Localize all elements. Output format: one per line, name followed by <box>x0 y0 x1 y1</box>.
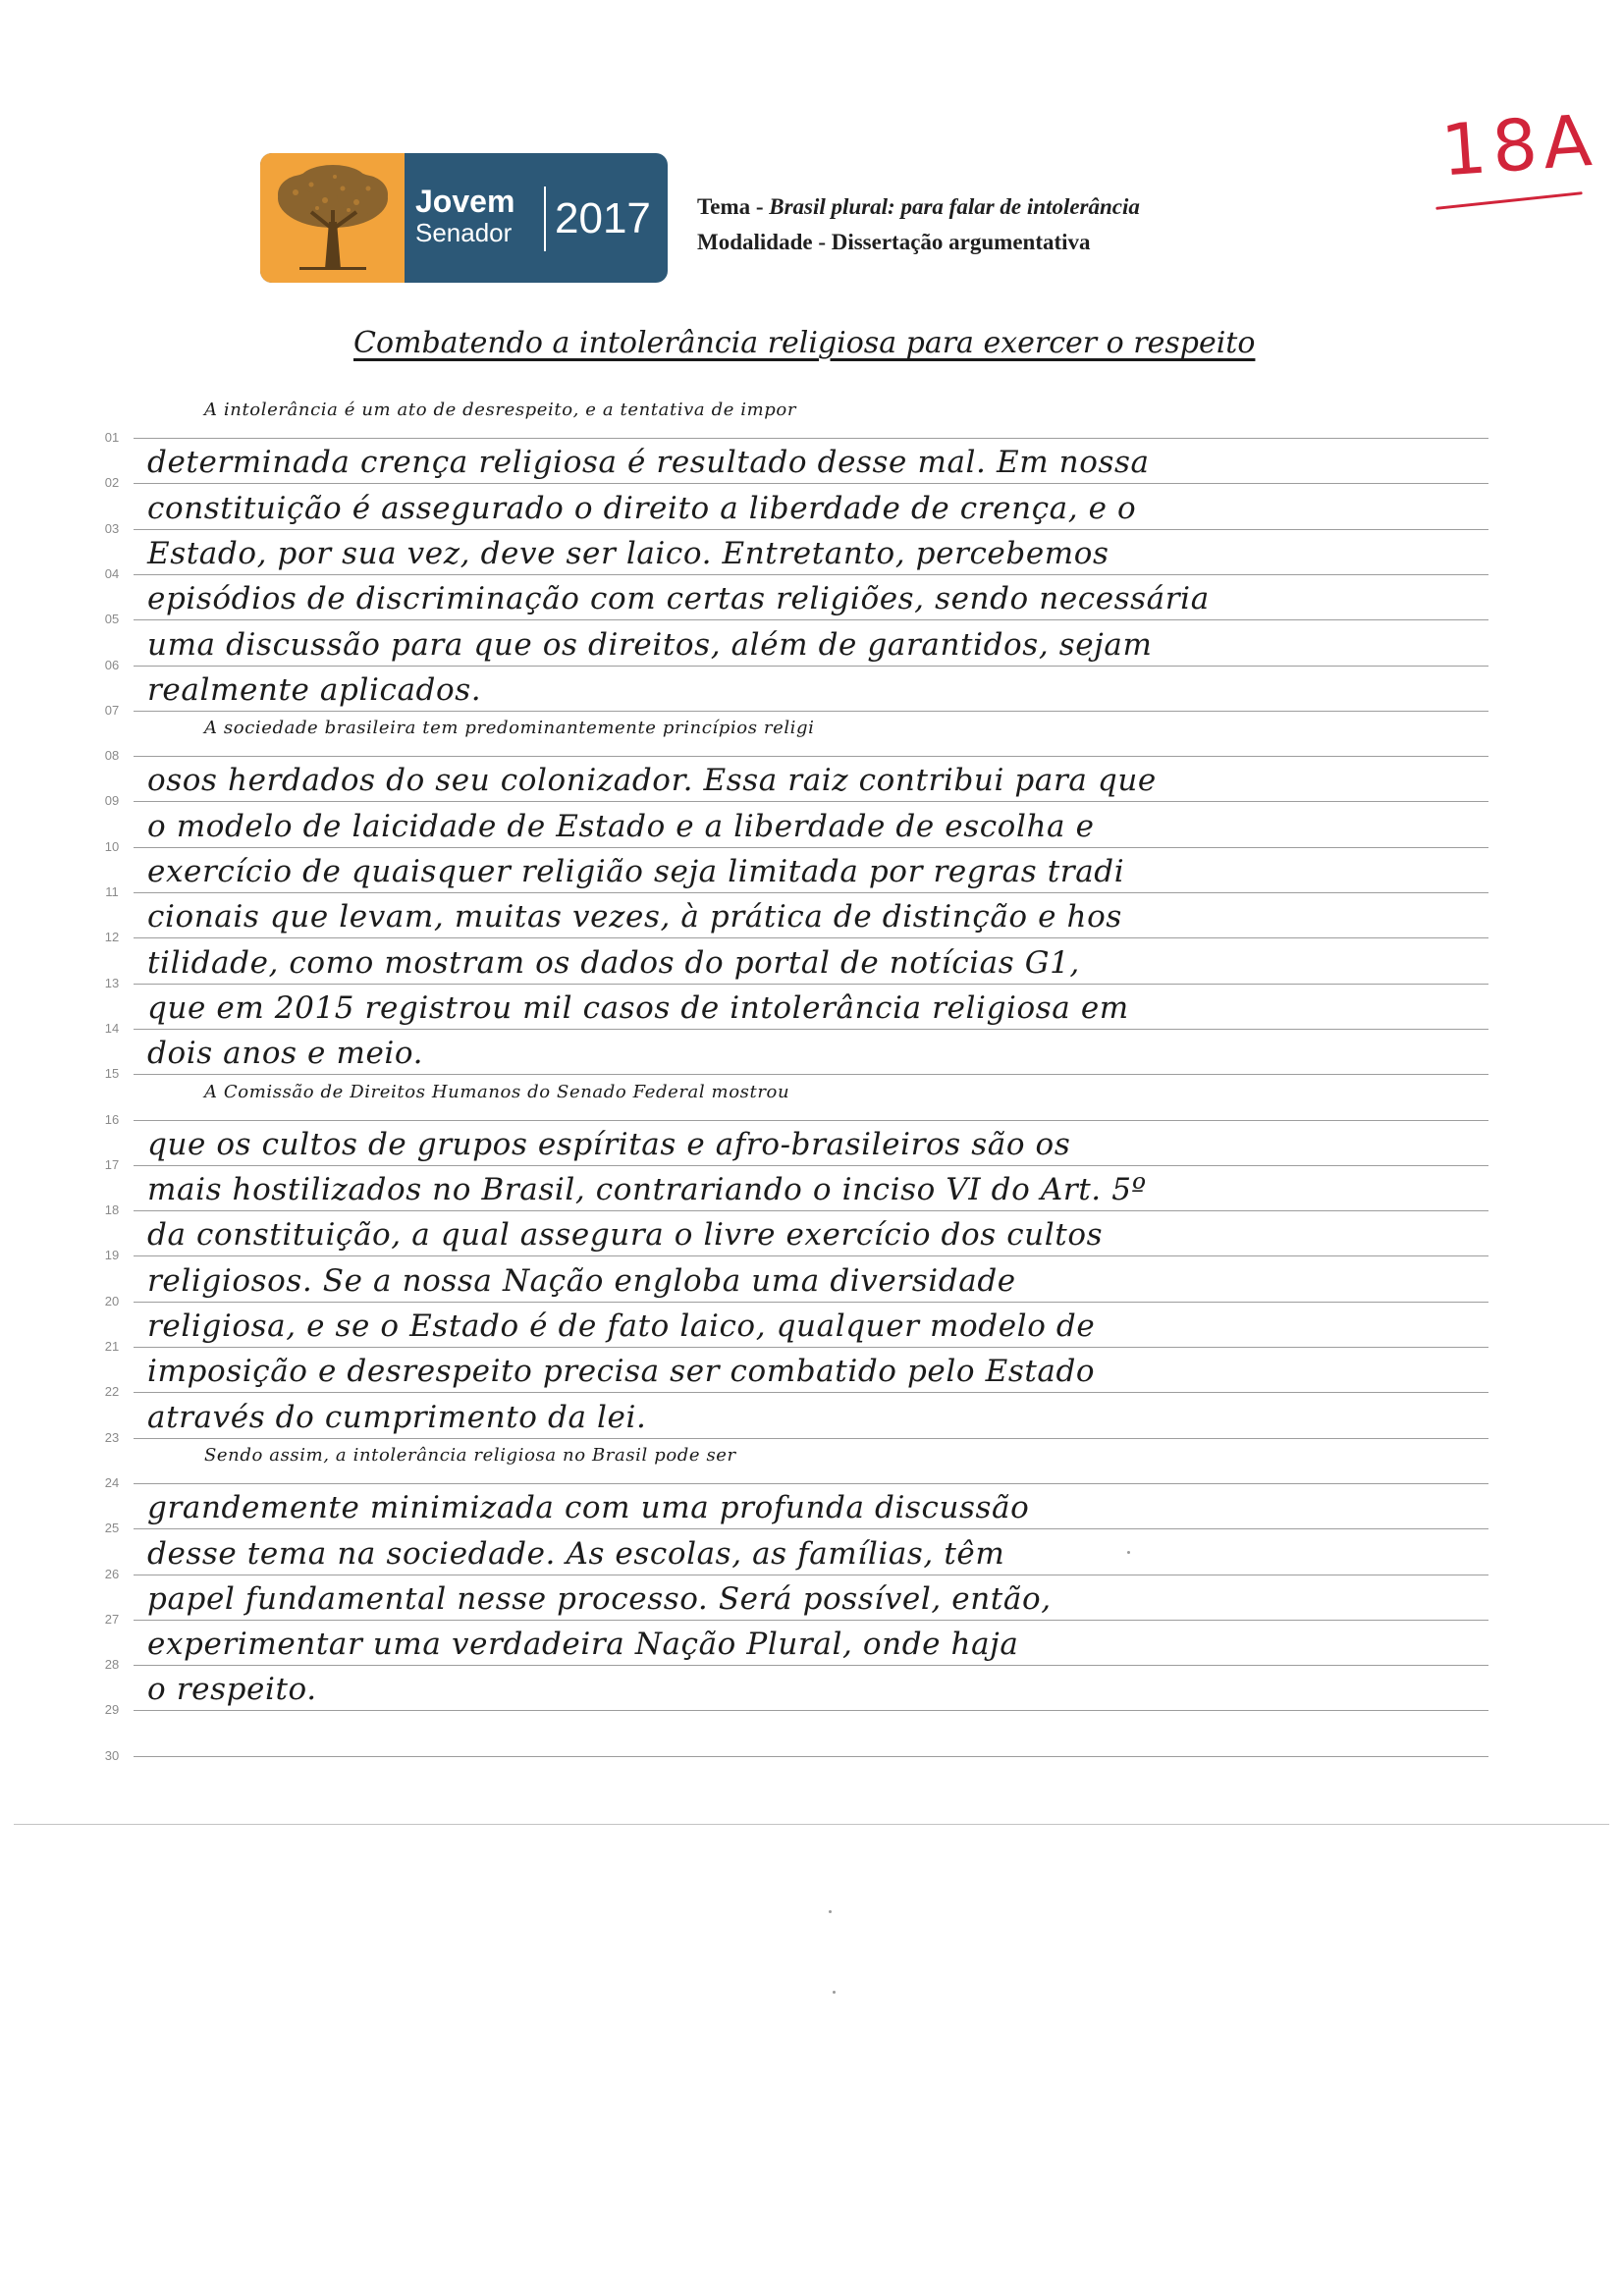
line-number: 15 <box>104 1066 120 1081</box>
handwritten-line: Sendo assim, a intolerância religiosa no Brasil pode ser <box>204 1445 736 1466</box>
handwritten-line: que em 2015 registrou mil casos de intolerância religiosa em <box>147 990 1129 1026</box>
line-number: 26 <box>104 1567 120 1581</box>
handwritten-line: desse tema na sociedade. As escolas, as famílias, têm <box>147 1536 1005 1572</box>
line-number: 16 <box>104 1112 120 1127</box>
line-rule <box>134 529 1488 530</box>
essay-line <box>0 1713 1623 1763</box>
essay-line <box>0 1349 1623 1399</box>
essay-line <box>0 1531 1623 1581</box>
line-rule <box>134 574 1488 575</box>
line-rule <box>134 1438 1488 1439</box>
line-number: 12 <box>104 930 120 944</box>
essay-line <box>0 940 1623 990</box>
handwritten-line: o respeito. <box>147 1672 317 1707</box>
essay-line <box>0 894 1623 944</box>
line-number: 02 <box>104 475 120 490</box>
essay-line <box>0 486 1623 536</box>
line-number: 28 <box>104 1657 120 1672</box>
line-rule <box>134 1120 1488 1121</box>
logo-tree-panel <box>260 153 405 283</box>
essay-line <box>0 1031 1623 1081</box>
line-rule <box>134 1074 1488 1075</box>
handwritten-line: A sociedade brasileira tem predominantemente princípios religi <box>204 718 815 738</box>
line-number: 06 <box>104 658 120 672</box>
line-rule <box>134 892 1488 893</box>
logo-senador: Senador <box>415 218 513 247</box>
handwritten-line: realmente aplicados. <box>147 672 482 708</box>
line-number: 04 <box>104 566 120 581</box>
essay-line <box>0 1122 1623 1172</box>
line-rule <box>134 756 1488 757</box>
handwritten-line: determinada crença religiosa é resultado desse mal. Em nossa <box>147 445 1150 480</box>
tema-value: Brasil plural: para falar de intolerância <box>769 194 1140 219</box>
line-number: 13 <box>104 976 120 990</box>
line-rule <box>134 438 1488 439</box>
essay-line <box>0 758 1623 808</box>
essay-line <box>0 1212 1623 1262</box>
tema-label: Tema - <box>697 194 770 219</box>
logo-text <box>415 185 514 247</box>
line-number: 14 <box>104 1021 120 1036</box>
handwritten-line: constituição é assegurado o direito a liberdade de crença, e o <box>147 491 1137 526</box>
handwritten-line: episódios de discriminação com certas religiões, sendo necessária <box>147 581 1210 616</box>
handwritten-line: tilidade, como mostram os dados do portal de notícias G1, <box>147 945 1080 981</box>
line-rule <box>134 666 1488 667</box>
logo-jovem: Jovem <box>415 184 515 219</box>
line-rule <box>134 1620 1488 1621</box>
handwritten-line: uma discussão para que os direitos, além de garantidos, sejam <box>147 627 1153 663</box>
line-number: 30 <box>104 1748 120 1763</box>
line-rule <box>134 1392 1488 1393</box>
handwritten-line: religiosa, e se o Estado é de fato laico, qualquer modelo de <box>147 1308 1096 1344</box>
line-number: 29 <box>104 1702 120 1717</box>
line-number: 01 <box>104 430 120 445</box>
modalidade-value: Dissertação argumentativa <box>831 230 1091 254</box>
handwritten-line: mais hostilizados no Brasil, contrariando o inciso VI do Art. 5º <box>147 1172 1147 1207</box>
essay-line <box>0 1622 1623 1672</box>
line-rule <box>134 801 1488 802</box>
essay-title: Combatendo a intolerância religiosa para exercer o respeito <box>353 326 1256 360</box>
line-rule <box>134 1255 1488 1256</box>
line-number: 09 <box>104 793 120 808</box>
line-rule <box>134 937 1488 938</box>
handwritten-line: religiosos. Se a nossa Nação engloba uma diversidade <box>147 1263 1016 1299</box>
line-rule <box>134 1528 1488 1529</box>
essay-line <box>0 440 1623 490</box>
essay-line <box>0 1304 1623 1354</box>
handwritten-line: experimentar uma verdadeira Nação Plural, onde haja <box>147 1627 1019 1662</box>
line-rule <box>134 847 1488 848</box>
essay-line <box>0 1667 1623 1717</box>
handwritten-line: o modelo de laicidade de Estado e a liberdade de escolha e <box>147 809 1095 844</box>
essay-line <box>0 1440 1623 1490</box>
line-number: 03 <box>104 521 120 536</box>
line-number: 19 <box>104 1248 120 1262</box>
line-rule <box>134 1665 1488 1666</box>
scan-speck <box>833 1991 836 1994</box>
handwritten-line: grandemente minimizada com uma profunda discussão <box>147 1490 1030 1525</box>
essay-line <box>0 576 1623 626</box>
line-number: 08 <box>104 748 120 763</box>
handwritten-line: cionais que levam, muitas vezes, à prática de distinção e hos <box>147 899 1122 934</box>
scan-speck <box>829 1910 832 1913</box>
line-number: 22 <box>104 1384 120 1399</box>
essay-line <box>0 986 1623 1036</box>
line-rule <box>134 1210 1488 1211</box>
line-number: 10 <box>104 839 120 854</box>
line-number: 17 <box>104 1157 120 1172</box>
essay-line <box>0 622 1623 672</box>
essay-line <box>0 531 1623 581</box>
essay-line <box>0 713 1623 763</box>
line-rule <box>134 711 1488 712</box>
handwritten-line: imposição e desrespeito precisa ser combatido pelo Estado <box>147 1354 1096 1389</box>
line-rule <box>134 483 1488 484</box>
handwritten-line: exercício de quaisquer religião seja limitada por regras tradi <box>147 854 1125 889</box>
essay-line <box>0 395 1623 445</box>
bottom-separator <box>14 1824 1609 1825</box>
handwritten-line: A intolerância é um ato de desrespeito, e a tentativa de impor <box>204 400 797 420</box>
handwritten-line: que os cultos de grupos espíritas e afro-brasileiros são os <box>147 1127 1071 1162</box>
essay-line <box>0 1258 1623 1308</box>
theme-header <box>697 189 1140 260</box>
line-number: 27 <box>104 1612 120 1627</box>
jovem-senador-logo <box>260 153 668 283</box>
line-number: 05 <box>104 612 120 626</box>
handwritten-line: da constituição, a qual assegura o livre exercício dos cultos <box>147 1217 1104 1253</box>
line-rule <box>134 1756 1488 1757</box>
handwritten-line: através do cumprimento da lei. <box>147 1400 647 1435</box>
line-number: 18 <box>104 1202 120 1217</box>
line-rule <box>134 1302 1488 1303</box>
essay-line <box>0 1485 1623 1535</box>
handwritten-line: osos herdados do seu colonizador. Essa raiz contribui para que <box>147 763 1157 798</box>
logo-divider <box>544 187 546 251</box>
line-rule <box>134 1029 1488 1030</box>
line-number: 07 <box>104 703 120 718</box>
essay-line <box>0 1395 1623 1445</box>
line-number: 20 <box>104 1294 120 1308</box>
line-number: 21 <box>104 1339 120 1354</box>
handwritten-line: papel fundamental nesse processo. Será possível, então, <box>147 1581 1052 1617</box>
line-rule <box>134 1710 1488 1711</box>
tree-icon <box>266 159 399 277</box>
logo-year: 2017 <box>555 194 651 242</box>
line-rule <box>134 1483 1488 1484</box>
modalidade-line <box>697 225 1140 260</box>
handwritten-line: A Comissão de Direitos Humanos do Senado Federal mostrou <box>204 1082 790 1102</box>
line-number: 25 <box>104 1521 120 1535</box>
handwritten-line: Estado, por sua vez, deve ser laico. Entretanto, percebemos <box>147 536 1109 571</box>
line-number: 11 <box>105 884 119 899</box>
tema-line <box>697 189 1140 225</box>
handwritten-line: dois anos e meio. <box>147 1036 424 1071</box>
essay-line <box>0 1576 1623 1627</box>
modalidade-label: Modalidade - <box>697 230 832 254</box>
grade-underline <box>1435 191 1582 210</box>
scan-speck <box>1127 1551 1130 1554</box>
line-rule <box>134 1165 1488 1166</box>
essay-line <box>0 804 1623 854</box>
line-number: 23 <box>104 1430 120 1445</box>
grade-mark: 18A <box>1438 98 1600 192</box>
essay-line <box>0 1077 1623 1127</box>
essay-line <box>0 667 1623 718</box>
line-rule <box>134 984 1488 985</box>
essay-line <box>0 849 1623 899</box>
essay-line <box>0 1167 1623 1217</box>
line-rule <box>134 1347 1488 1348</box>
line-rule <box>134 619 1488 620</box>
line-number: 24 <box>104 1475 120 1490</box>
